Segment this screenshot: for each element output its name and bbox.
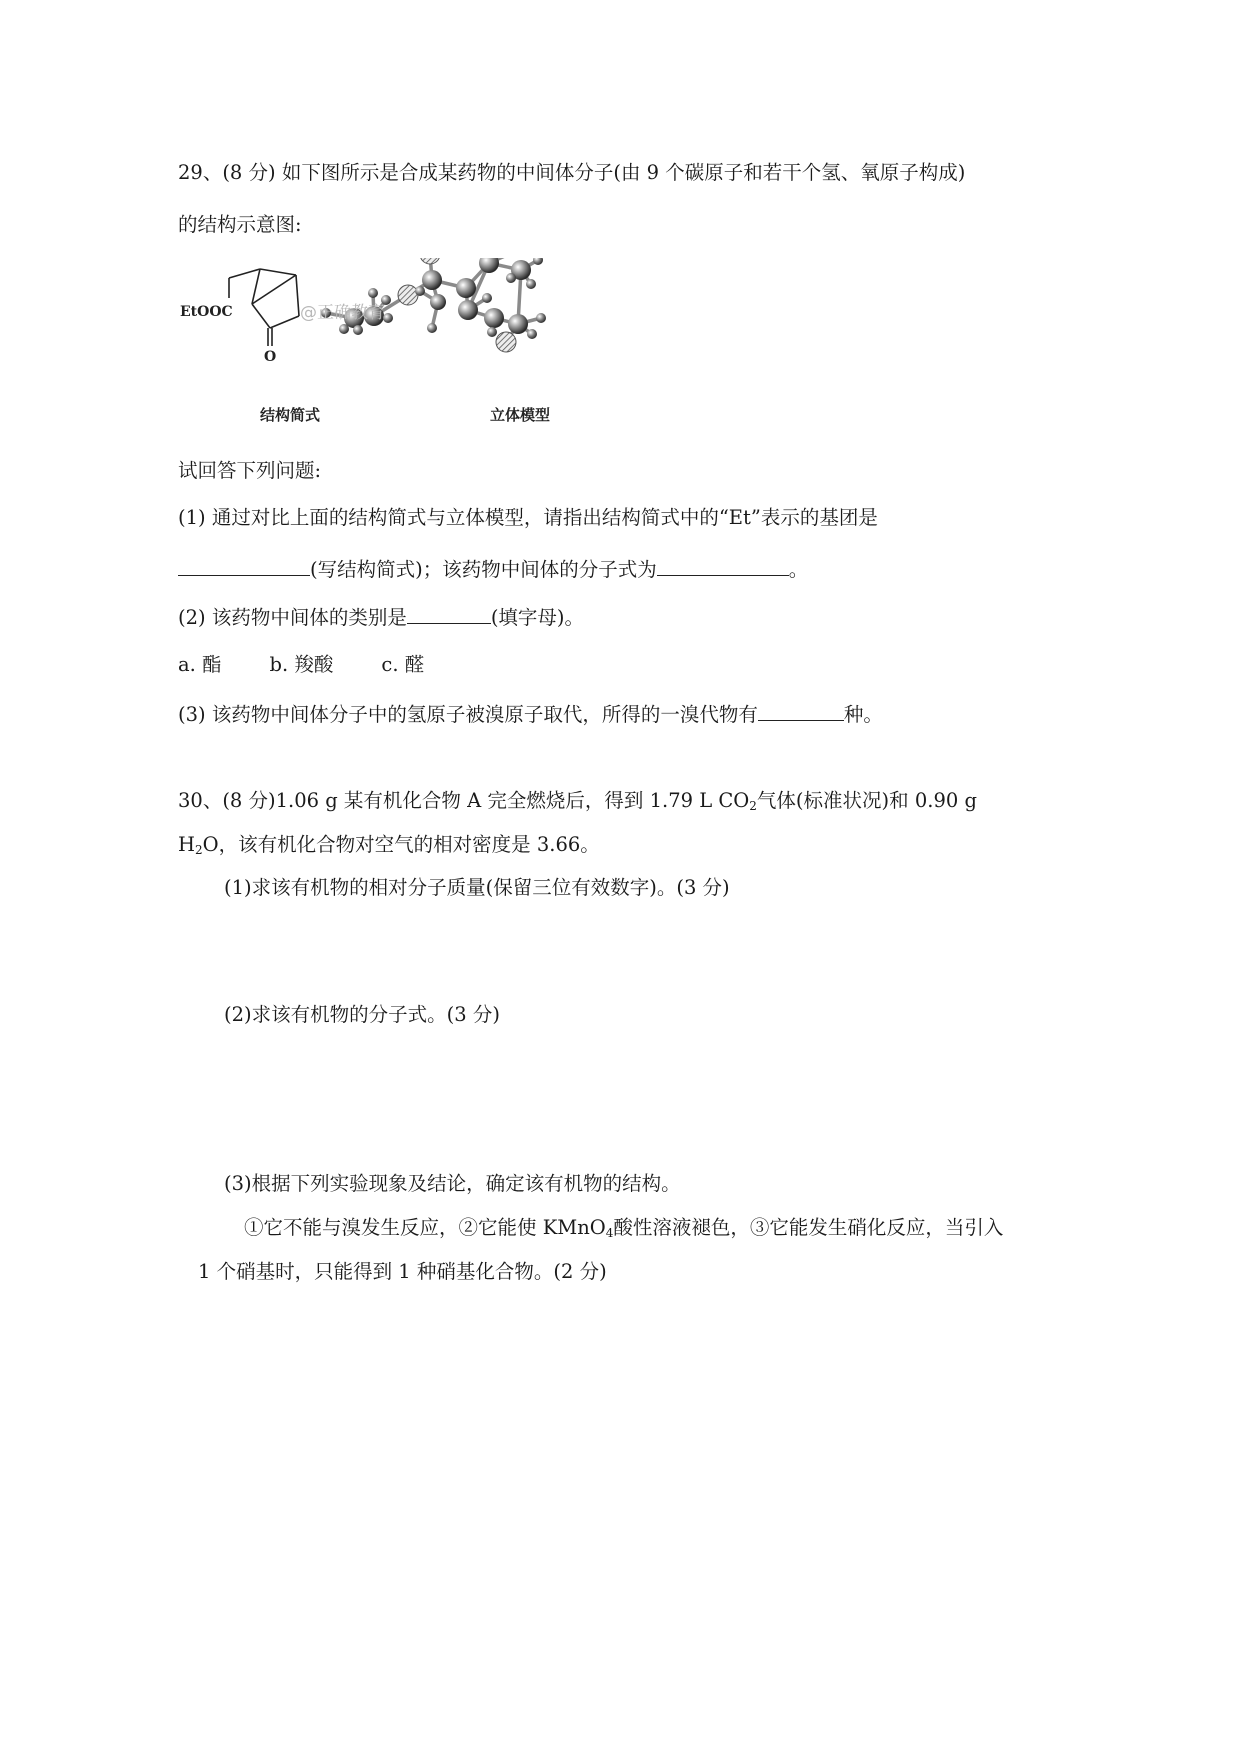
q30-stem-1b: 气体(标准状况)和 0.90 g — [756, 789, 977, 812]
q29-part1-end: 。 — [788, 558, 809, 581]
q30-stem-line2 — [178, 832, 600, 858]
q29-stem-line2: 的结构示意图: — [178, 213, 302, 236]
q30-stem-2a: H — [178, 833, 196, 856]
figure-label-structural: 结构简式 — [260, 406, 321, 424]
q30-stem-line1 — [178, 788, 977, 814]
q30-conditions-line1 — [244, 1215, 1003, 1241]
molecule-figure — [176, 258, 656, 428]
option-c: c. 醛 — [381, 653, 425, 676]
q30-stem-1a: 30、(8 分)1.06 g 某有机化合物 A 完全燃烧后，得到 1.79 L CO — [178, 789, 750, 812]
q29-part1-line2 — [178, 555, 808, 583]
q30-cond-b: 酸性溶液褪色，③它能发生硝化反应，当引入 — [613, 1216, 1004, 1239]
q30-sub1: (1)求该有机物的相对分子质量(保留三位有效数字)。(3 分) — [224, 876, 730, 899]
answer-blank-count[interactable] — [758, 700, 844, 721]
q29-part3-prefix: (3) 该药物中间体分子中的氢原子被溴原子取代，所得的一溴代物有 — [178, 703, 758, 726]
q29-prompt: 试回答下列问题: — [178, 459, 322, 482]
q30-cond-a: ①它不能与溴发生反应，②它能使 KMnO — [244, 1216, 606, 1239]
q30-sub-h2o: 2 — [195, 843, 203, 857]
molecule-diagram — [176, 258, 656, 428]
q30-sub2: (2)求该有机物的分子式。(3 分) — [224, 1003, 500, 1026]
answer-blank-et[interactable] — [178, 555, 310, 576]
q29-stem-line1: 29、(8 分) 如下图所示是合成某药物的中间体分子(由 9 个碳原子和若干个氢、氧原子构成) — [178, 161, 966, 184]
answer-blank-category[interactable] — [407, 603, 491, 624]
q29-part1-mid: (写结构简式)；该药物中间体的分子式为 — [310, 558, 657, 581]
option-b: b. 羧酸 — [269, 653, 334, 676]
figure-label-3d-model: 立体模型 — [490, 406, 551, 424]
answer-blank-formula[interactable] — [657, 555, 789, 576]
q30-sub-co2: 2 — [749, 799, 757, 813]
q30-sub-kmno4: 4 — [605, 1226, 614, 1240]
q30-sub3: (3)根据下列实验现象及结论，确定该有机物的结构。 — [224, 1172, 681, 1195]
q29-part1-line1: (1) 通过对比上面的结构简式与立体模型，请指出结构简式中的“Et”表示的基团是 — [178, 506, 878, 529]
q29-part2-prefix: (2) 该药物中间体的类别是 — [178, 606, 407, 629]
watermark: @正确教育 — [300, 303, 385, 323]
q29-part3-suffix: 种。 — [843, 703, 883, 726]
q30-conditions-line2: 1 个硝基时，只能得到 1 种硝基化合物。(2 分) — [198, 1260, 607, 1283]
q29-options — [178, 652, 424, 678]
oxygen-label: O — [264, 349, 277, 365]
skeletal-structure — [229, 269, 299, 346]
q29-part2 — [178, 603, 584, 631]
option-a: a. 酯 — [178, 653, 222, 676]
etooc-label: EtOOC — [180, 304, 233, 320]
q30-stem-2b: O，该有机化合物对空气的相对密度是 3.66。 — [202, 833, 600, 856]
q29-part3 — [178, 700, 883, 728]
q29-part2-suffix: (填字母)。 — [490, 606, 585, 629]
